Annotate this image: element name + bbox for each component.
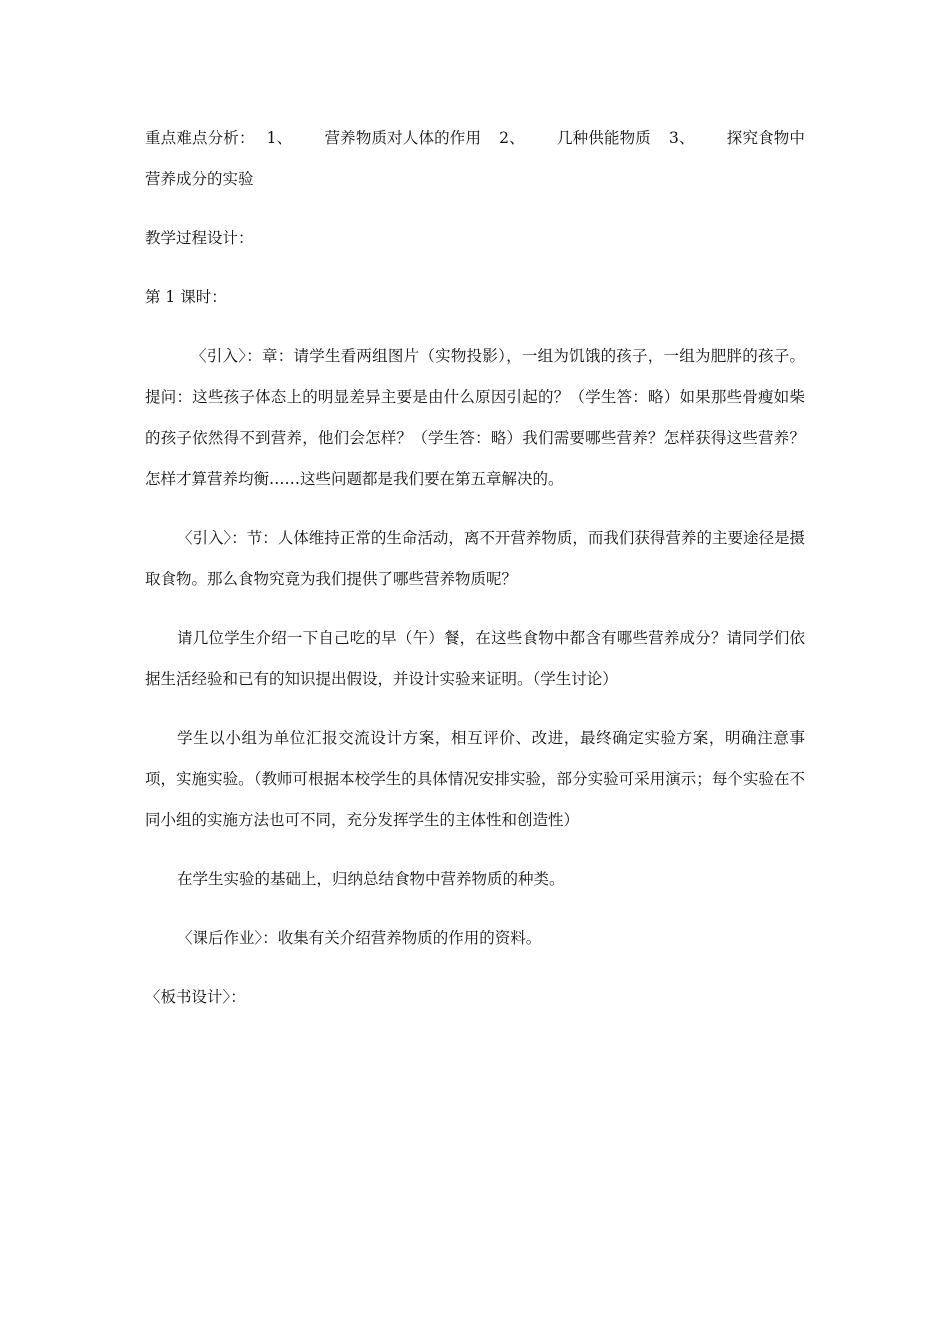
key-point-number-2: 2、 bbox=[499, 129, 525, 147]
homework-paragraph: 〈课后作业〉：收集有关介绍营养物质的作用的资料。 bbox=[177, 929, 542, 947]
breakfast-paragraph: 请几位学生介绍一下自己吃的早（午）餐，在这些食物中都含有哪些营养成分？请同学们依据生活经验和已有的知识提出假设，并设计实验来证明。（学生讨论） bbox=[145, 629, 805, 688]
chapter-intro-paragraph: 〈引入〉：章：请学生看两组图片（实物投影），一组为饥饿的孩子，一组为肥胖的孩子。提问：这些孩子体态上的明显差异主要是由什么原因引起的？（学生答：略）如果那些骨瘦如柴的孩子依然得不到营养，他们会怎样？（学生答：略）我们需要哪些营养？怎样获得这些营养？怎样才算营养均衡……这些问题都是我们要在第五章解决的。 bbox=[145, 347, 805, 488]
key-point-2: 几种供能物质 bbox=[556, 129, 651, 147]
key-points-line bbox=[145, 118, 805, 200]
key-point-number-3: 3、 bbox=[668, 129, 695, 147]
document-body bbox=[145, 118, 805, 1018]
key-point-1: 营养物质对人体的作用 bbox=[324, 129, 482, 147]
summary-paragraph: 在学生实验的基础上，归纳总结食物中营养物质的种类。 bbox=[177, 870, 565, 888]
key-points-label: 重点难点分析： bbox=[145, 129, 255, 147]
lesson-label: 第 1 课时： bbox=[145, 288, 227, 306]
key-point-3: 探究食物中营养成分的实验 bbox=[145, 129, 805, 188]
group-report-paragraph: 学生以小组为单位汇报交流设计方案，相互评价、改进，最终确定实验方案，明确注意事项，实施实验。（教师可根据本校学生的具体情况安排实验，部分实验可采用演示；每个实验在不同小组的实施方法也可不同，充分发挥学生的主体性和创造性） bbox=[145, 729, 805, 829]
process-title: 教学过程设计： bbox=[145, 229, 254, 247]
board-design-label: 〈板书设计〉： bbox=[145, 988, 246, 1006]
key-point-number-1: 1、 bbox=[266, 129, 293, 147]
section-intro-paragraph: 〈引入〉：节：人体维持正常的生命活动，离不开营养物质，而我们获得营养的主要途径是摄取食物。那么食物究竟为我们提供了哪些营养物质呢？ bbox=[145, 529, 805, 588]
